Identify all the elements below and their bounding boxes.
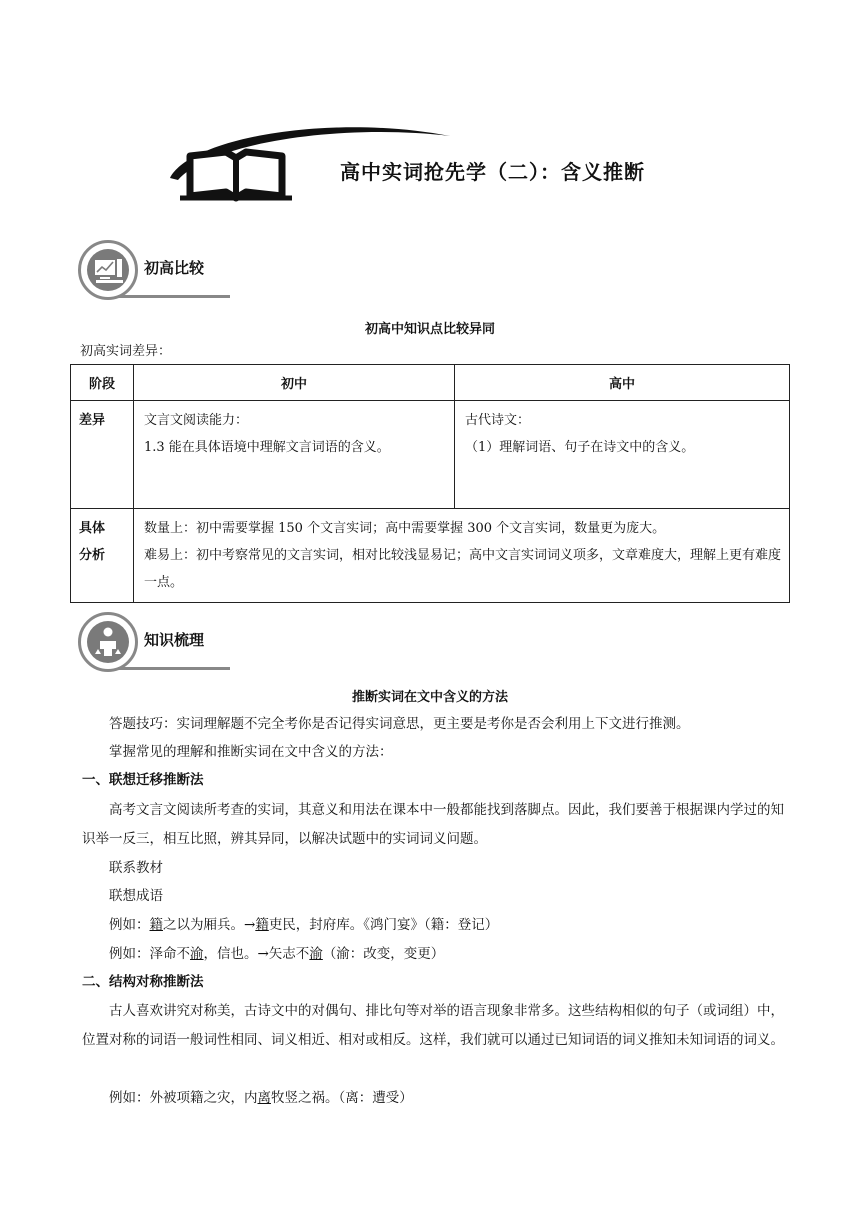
paragraph: 联想成语 <box>109 888 163 904</box>
paragraph: 联系教材 <box>109 860 163 876</box>
presenter-icon <box>87 621 129 663</box>
table-cell <box>134 509 790 603</box>
column-header: 阶段 <box>71 365 134 401</box>
paragraph: 高考文言文阅读所考查的实词，其意义和用法在课本中一般都能找到落脚点。因此，我们要善于根据课内学过的知识举一反三，相互比照，辨其异同，以解决试题中的实词词义问题。 <box>82 802 784 847</box>
table-title: 初高中知识点比较异同 <box>364 322 495 337</box>
example: 例如：外被项籍之灾，内离牧竖之祸。（离：遭受） <box>109 1090 413 1106</box>
cell-line: 难易上：初中考察常见的文言实词，相对比较浅显易记；高中文言实词词义项多，文章难度大，理解上更有难度一点。 <box>144 548 782 590</box>
paragraph: 古人喜欢讲究对称美，古诗文中的对偶句、排比句等对举的语言现象非常多。这些结构相似的句子（或词组）中，位置对称的词语一般词性相同、词义相近、相对或相反。这样，我们就可以通过已知词语的词义推知未知词语的词义。 <box>82 1003 784 1048</box>
table-intro: 初高实词差异： <box>80 344 172 359</box>
paragraph: 掌握常见的理解和推断实词在文中含义的方法： <box>109 744 393 760</box>
section-header-comparison <box>78 240 238 302</box>
cell-line: 数量上：初中需要掌握 150 个文言实词；高中需要掌握 300 个文言实词，数量更为庞大。 <box>144 521 666 536</box>
page-title: 高中实词抢先学（二）：含义推断 <box>340 160 645 184</box>
table-row <box>71 401 790 509</box>
column-header: 初中 <box>134 365 455 401</box>
table-header-row <box>71 365 790 401</box>
row-header-line: 具体 <box>79 521 106 536</box>
table-cell <box>134 401 455 509</box>
row-header-line: 分析 <box>79 548 106 563</box>
section-label: 初高比较 <box>144 259 205 277</box>
cell-line: （1）理解词语、句子在诗文中的含义。 <box>465 440 695 455</box>
column-header: 高中 <box>455 365 790 401</box>
example: 例如：泽命不渝，信也。→矢志不渝（渝：改变，变更） <box>109 946 445 962</box>
comparison-table <box>70 364 790 603</box>
section-title: 推断实词在文中含义的方法 <box>351 690 508 705</box>
heading: 一、联想迁移推断法 <box>82 772 204 788</box>
example: 例如：籍之以为厢兵。→籍吏民，封府库。《鸿门宴》（籍：登记） <box>109 917 499 933</box>
row-header <box>71 509 134 603</box>
computer-chart-icon <box>87 249 129 291</box>
section-header-knowledge <box>78 612 238 674</box>
table-row <box>71 509 790 603</box>
paragraph: 答题技巧：实词理解题不完全考你是否记得实词意思，更主要是考你是否会利用上下文进行推测。 <box>109 716 690 732</box>
table-cell <box>455 401 790 509</box>
cell-line: 古代诗文： <box>465 413 531 428</box>
cell-line: 1.3 能在具体语境中理解文言词语的含义。 <box>144 440 390 455</box>
heading: 二、结构对称推断法 <box>82 974 204 990</box>
section-label: 知识梳理 <box>144 631 205 649</box>
cell-line: 文言文阅读能力： <box>144 413 249 428</box>
row-header: 差异 <box>71 401 134 509</box>
